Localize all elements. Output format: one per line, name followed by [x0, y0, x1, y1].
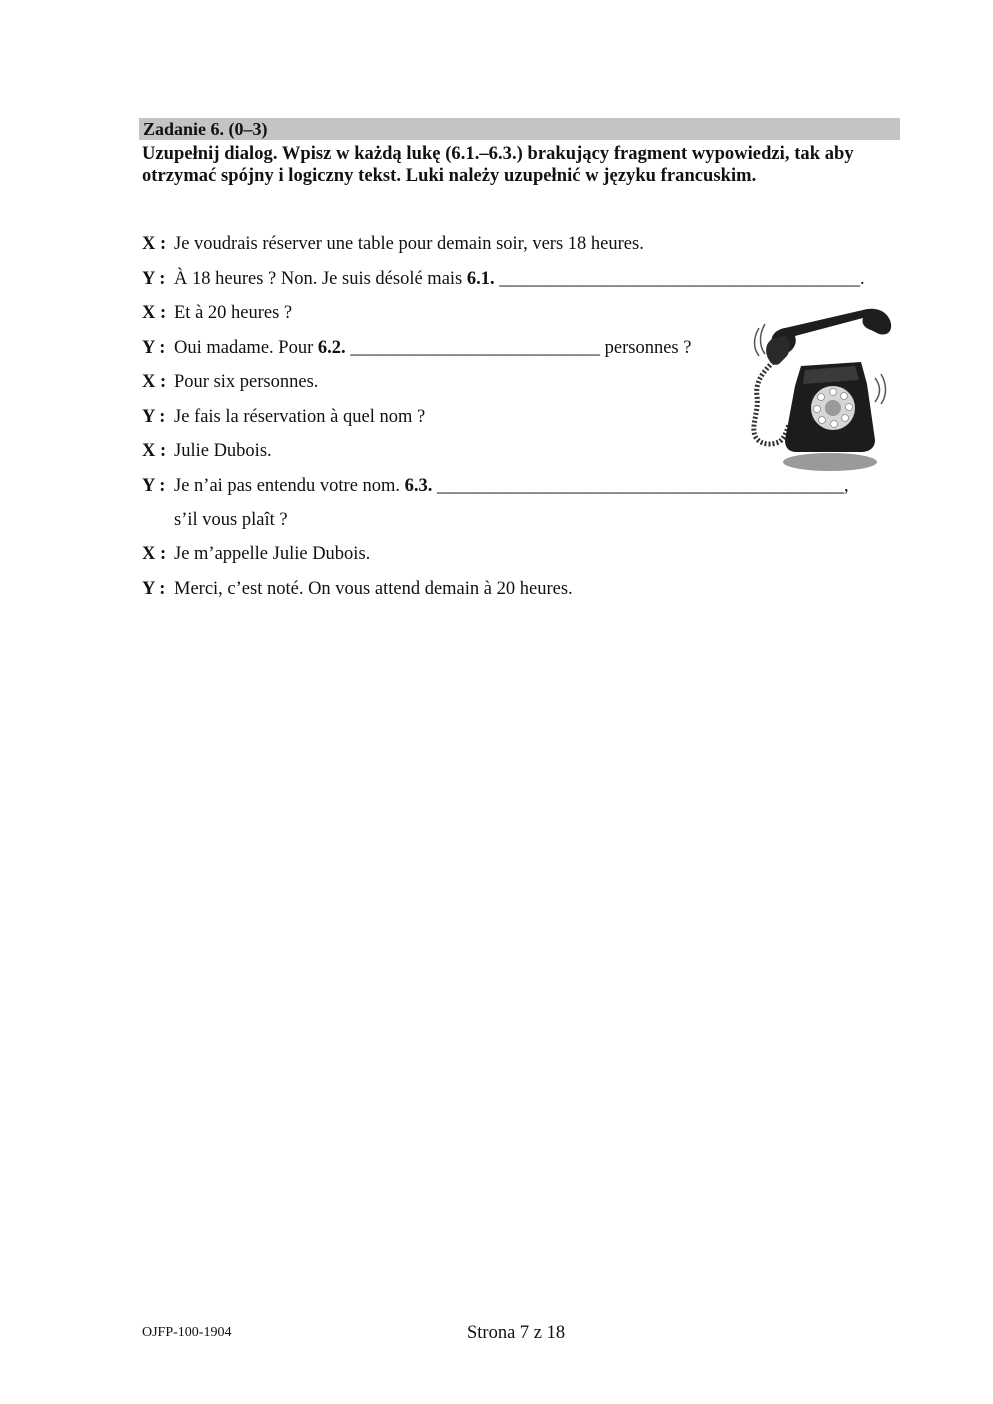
gap-number: 6.2. — [317, 338, 346, 358]
dialog-text: Julie Dubois. — [174, 441, 272, 461]
answer-gap[interactable]: ___________________________ personnes ? — [345, 338, 692, 358]
gap-number: 6.1. — [466, 269, 495, 289]
dialog-continuation: s’il vous plaît ? — [174, 510, 288, 530]
dialog-line — [142, 233, 644, 255]
speaker-label: Y : — [142, 269, 166, 289]
dialog-text: Je fais la réservation à quel nom ? — [174, 407, 426, 427]
dialog-text: Je voudrais réserver une table pour demain soir, vers 18 heures. — [174, 234, 644, 254]
task-instructions: Uzupełnij dialog. Wpisz w każdą lukę (6.1.–6.3.) brakujący fragment wypowiedzi, tak aby otrzymać spójny i logiczny tekst. Luki należy uzupełnić w języku francuskim. — [142, 144, 854, 186]
speaker-label: Y : — [142, 407, 166, 427]
dialog-line — [142, 475, 849, 497]
speaker-label: X : — [142, 372, 167, 392]
speaker-label: Y : — [142, 476, 166, 496]
telephone-icon — [745, 300, 895, 476]
answer-gap[interactable]: ____________________________________________, — [432, 476, 849, 496]
dialog-line — [142, 371, 318, 393]
document-code: OJFP-100-1904 — [142, 1325, 232, 1340]
dialog-text: Je n’ai pas entendu votre nom. — [174, 476, 405, 496]
dialog-line — [142, 406, 425, 428]
speaker-label: X : — [142, 544, 167, 564]
dialog-text: Et à 20 heures ? — [174, 303, 293, 323]
task-header — [139, 118, 900, 140]
dialog-line — [142, 543, 370, 565]
dialog-text: Pour six personnes. — [174, 372, 319, 392]
dialog-line — [142, 268, 865, 290]
page-number: Strona 7 z 18 — [467, 1323, 566, 1343]
dialog-text: À 18 heures ? Non. Je suis désolé mais — [174, 269, 467, 289]
speaker-label: X : — [142, 234, 167, 254]
answer-gap[interactable]: _______________________________________. — [494, 269, 865, 289]
speaker-label: X : — [142, 303, 167, 323]
speaker-label: Y : — [142, 579, 166, 599]
dialog-text: Oui madame. Pour — [174, 338, 318, 358]
dialog-text: Je m’appelle Julie Dubois. — [174, 544, 371, 564]
dialog-line — [142, 440, 272, 462]
speaker-label: Y : — [142, 338, 166, 358]
speaker-label: X : — [142, 441, 167, 461]
dialog-line — [142, 578, 573, 600]
dialog-line — [142, 302, 292, 324]
task-title: Zadanie 6. (0–3) — [143, 119, 268, 139]
gap-number: 6.3. — [404, 476, 433, 496]
dialog-line — [142, 337, 691, 359]
dialog-text: Merci, c’est noté. On vous attend demain à 20 heures. — [174, 579, 573, 599]
